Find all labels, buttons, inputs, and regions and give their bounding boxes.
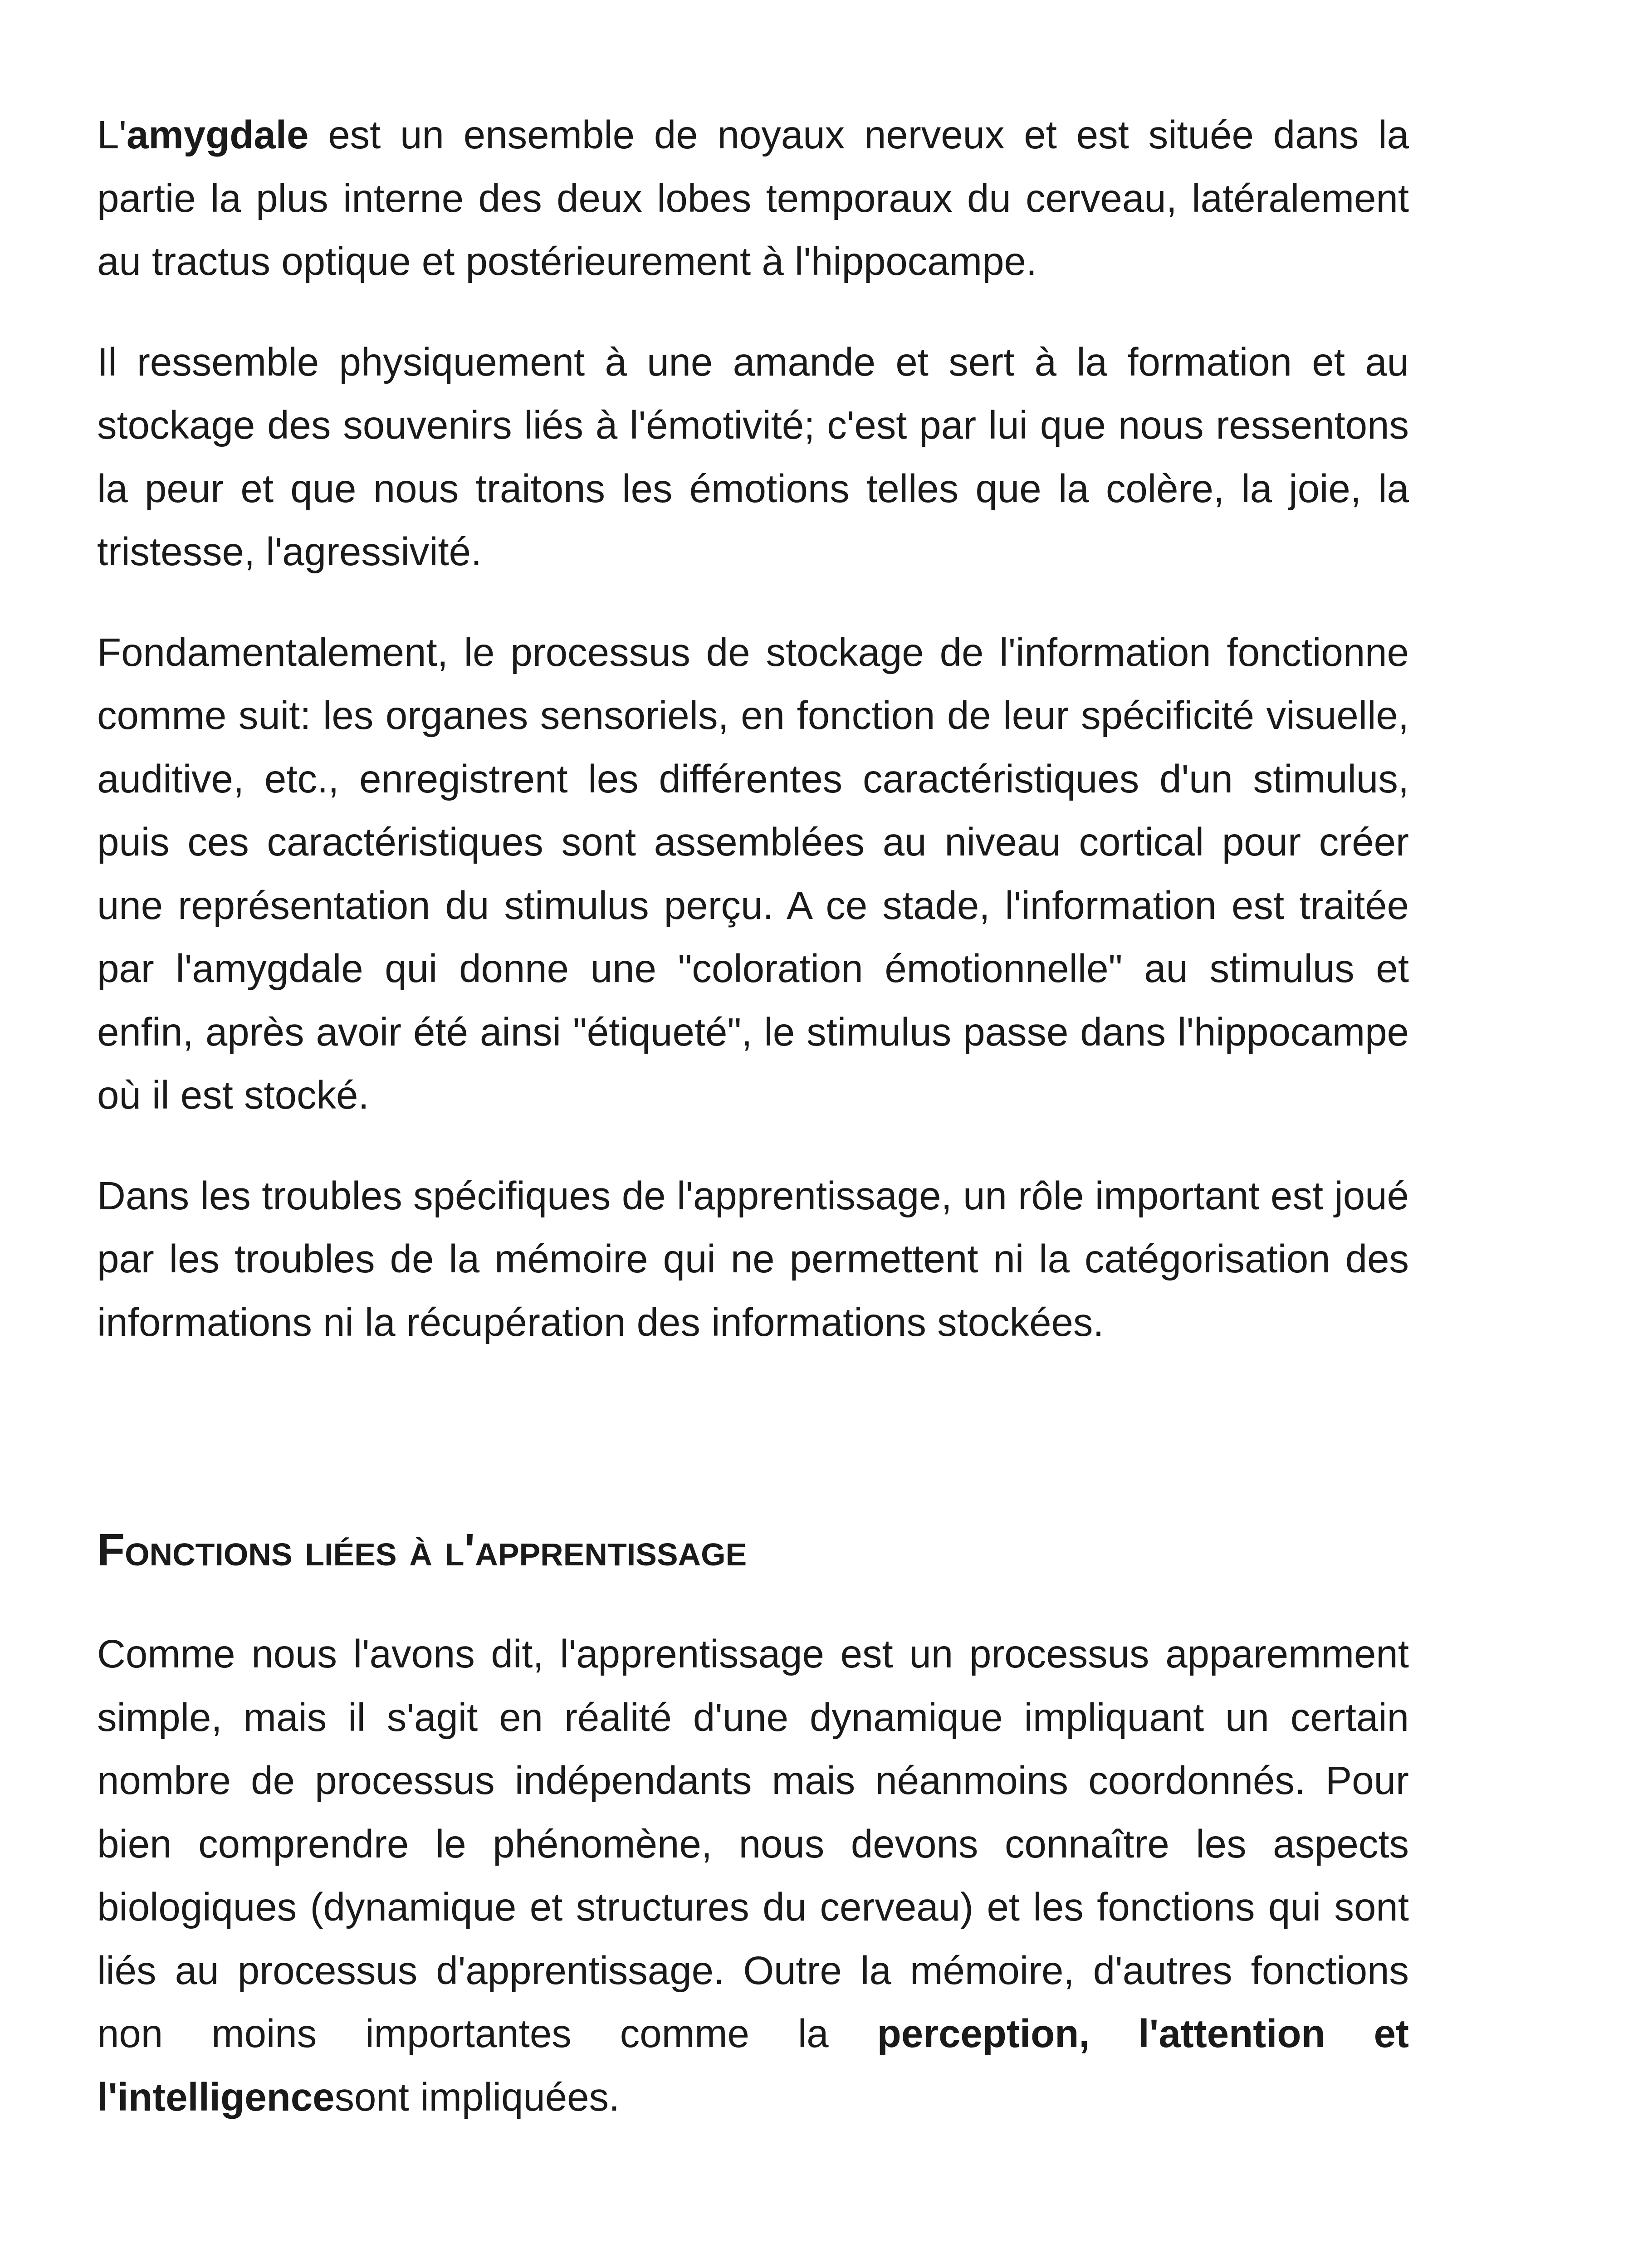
paragraph-learning-disorders: Dans les troubles spécifiques de l'apprentissage, un rôle important est joué par les troubles de la mémoire qui ne permettent ni la catégorisation des informations ni la récupération des informations stockées. xyxy=(97,1173,1409,1344)
paragraph-amygdala xyxy=(97,103,1409,293)
paragraph-text: Comme nous l'avons dit, l'apprentissage est un processus apparemment simple, mais il s'agit en réalité d'une dynamique impliquant un certain nombre de processus indépendants mais néanmoins coordonnés. Pour bien comprendre le phénomène, nous devons connaître les aspects biologiques (dynamique et structures du cerveau) et les fonctions qui sont liés au processus d'apprentissage. Outre la mémoire, d'autres fonctions non moins importantes comme la xyxy=(97,1632,1409,2056)
paragraph-storage-process: Fondamentalement, le processus de stockage de l'information fonctionne comme suit: les organes sensoriels, en fonction de leur spécificité visuelle, auditive, etc., enregistrent les différentes caractéristiques d'un stimulus, puis ces caractéristiques sont assemblées au niveau cortical pour créer une représentation du stimulus perçu. A ce stade, l'information est traitée par l'amygdale qui donne une "coloration émotionnelle" au stimulus et enfin, après avoir été ainsi "étiqueté", le stimulus passe dans l'hippocampe où il est stocké. xyxy=(97,630,1409,1117)
bold-term-amygdala: amygdale xyxy=(127,113,309,157)
page-body xyxy=(97,103,1409,2166)
paragraph-emotion: Il ressemble physiquement à une amande et sert à la formation et au stockage des souvenirs liés à l'émotivité; c'est par lui que nous ressentons la peur et que nous traitons les émotions telles que la colère, la joie, la tristesse, l'agressivité. xyxy=(97,340,1409,574)
paragraph-learning-functions xyxy=(97,1623,1409,2129)
paragraph-text: est un ensemble de noyaux nerveux et est située dans la partie la plus interne des deux lobes temporaux du cerveau, latéralement au tractus optique et postérieurement à l'hippocampe. xyxy=(97,113,1409,284)
paragraph-text: sont impliquées. xyxy=(334,2075,620,2119)
section-heading: Fonctions liées à l'apprentissage xyxy=(97,1525,747,1575)
bold-term-functions: perception, l'attention et l'intelligence xyxy=(97,2012,1409,2119)
paragraph-text: L' xyxy=(97,113,127,157)
